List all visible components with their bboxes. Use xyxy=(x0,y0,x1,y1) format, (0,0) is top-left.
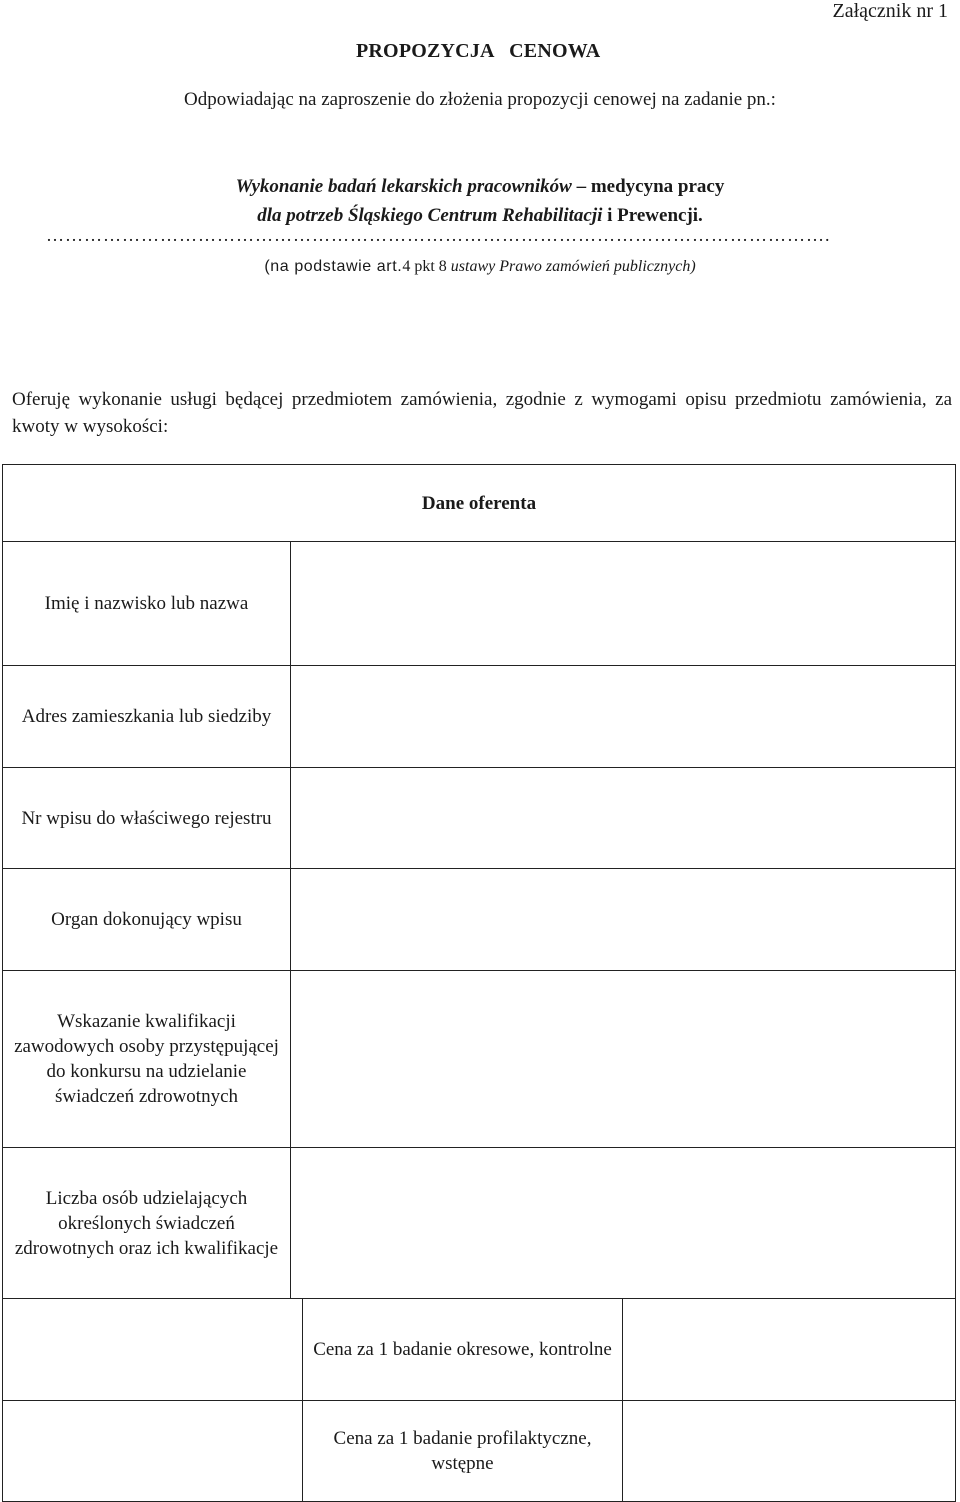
table-row xyxy=(3,768,956,869)
row-label: Nr wpisu do właściwego rejestru xyxy=(3,768,291,869)
address-field[interactable] xyxy=(291,666,956,768)
price-table xyxy=(2,1298,956,1502)
legal-basis xyxy=(0,258,960,276)
periodic-exam-price-field[interactable] xyxy=(623,1299,956,1401)
row-label: Liczba osób udzielających określonych świadczeń zdrowotnych oraz ich kwalifikacje xyxy=(3,1148,291,1299)
legal-basis-ref: 4 pkt 8 xyxy=(402,258,447,275)
name-field[interactable] xyxy=(291,542,956,666)
dotted-line: ……………………………………………………………………………………………………………. xyxy=(46,225,831,245)
price-label: Cena za 1 badanie profilaktyczne, wstępne xyxy=(303,1401,623,1502)
table-header: Dane oferenta xyxy=(3,465,956,542)
table-row xyxy=(3,869,956,971)
qualifications-field[interactable] xyxy=(291,971,956,1148)
table-row xyxy=(3,666,956,768)
price-label: Cena za 1 badanie okresowe, kontrolne xyxy=(303,1299,623,1401)
intro-text: Odpowiadając na zaproszenie do złożenia propozycji cenowej na zadanie pn.: xyxy=(184,89,776,110)
price-left-cell[interactable] xyxy=(3,1299,303,1401)
registry-number-field[interactable] xyxy=(291,768,956,869)
price-row xyxy=(3,1401,956,1502)
task-line-2-rest: i Prewencji. xyxy=(602,205,703,226)
attachment-label: Załącznik nr 1 xyxy=(832,0,948,22)
row-label: Adres zamieszkania lub siedziby xyxy=(3,666,291,768)
registry-authority-field[interactable] xyxy=(291,869,956,971)
offeror-data-table xyxy=(2,464,956,1299)
legal-basis-act: ustawy Prawo zamówień publicznych) xyxy=(450,258,696,275)
document-title: PROPOZYCJA CENOWA xyxy=(356,40,601,62)
row-label: Wskazanie kwalifikacji zawodowych osoby przystępującej do konkursu na udzielanie świadczeń zdrowotnych xyxy=(3,971,291,1148)
row-label: Organ dokonujący wpisu xyxy=(3,869,291,971)
table-header-row xyxy=(3,465,956,542)
task-line-1 xyxy=(0,172,960,201)
task-title xyxy=(0,172,960,230)
preventive-exam-price-field[interactable] xyxy=(623,1401,956,1502)
row-label: Imię i nazwisko lub nazwa xyxy=(3,542,291,666)
staff-count-field[interactable] xyxy=(291,1148,956,1299)
price-row xyxy=(3,1299,956,1401)
price-left-cell[interactable] xyxy=(3,1401,303,1502)
task-line-2-italic: dla potrzeb Śląskiego Centrum Rehabilitacji xyxy=(257,205,603,226)
task-line-1-rest: – medycyna pracy xyxy=(571,176,725,197)
table-row xyxy=(3,971,956,1148)
table-row xyxy=(3,1148,956,1299)
legal-basis-prefix: (na podstawie art. xyxy=(264,258,403,275)
task-line-1-italic: Wykonanie badań lekarskich pracowników xyxy=(235,176,572,197)
offer-statement: Oferuję wykonanie usługi będącej przedmiotem zamówienia, zgodnie z wymogami opisu przedmiotu zamówienia, za kwoty w wysokości: xyxy=(12,389,952,437)
table-row xyxy=(3,542,956,666)
